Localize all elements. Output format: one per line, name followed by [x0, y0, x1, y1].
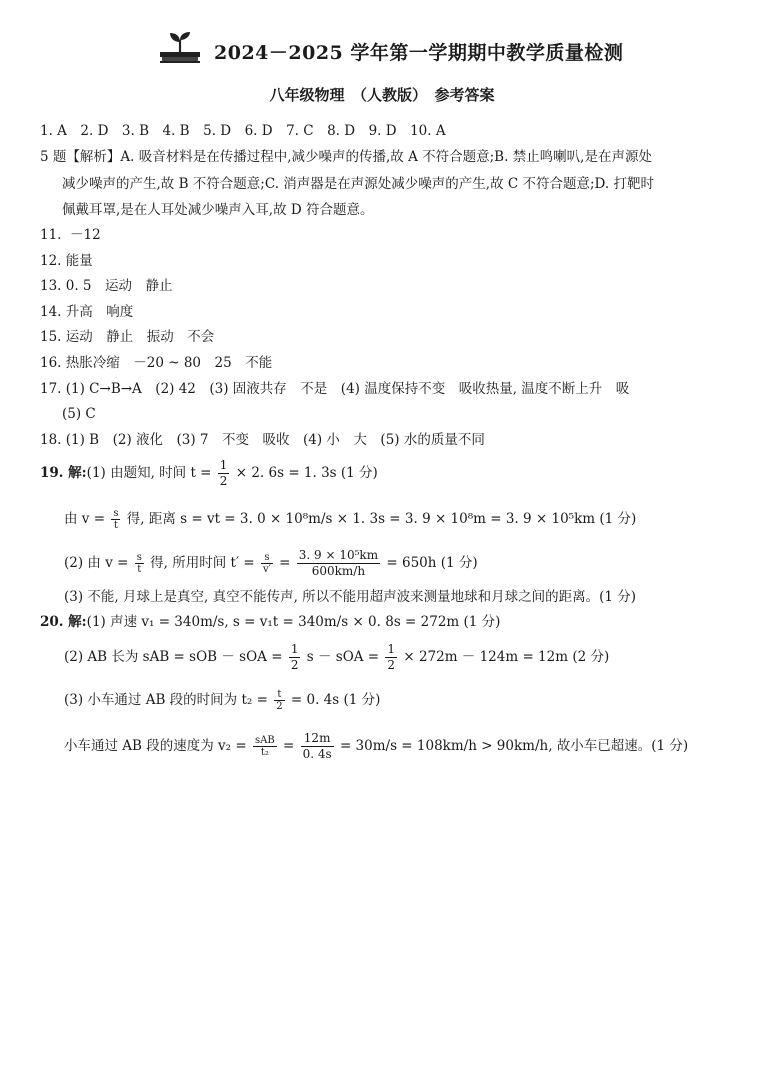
q20-part-1: 20. 解:(1) 声速 v₁ = 340m/s, s = v₁t = 340m/s × 0. 8s = 272m (1 分) [40, 614, 501, 630]
q14-answer: 14. 升高 响度 [40, 304, 134, 320]
q12-answer: 12. 能量 [40, 253, 93, 269]
q19-p1-text: (1) 由题知, 时间 t = [86, 465, 212, 481]
q15-answer: 15. 运动 静止 振动 不会 [40, 329, 215, 345]
q5-explanation-line-3: 佩戴耳罩,是在人耳处减少噪声入耳,故 D 符合题意。 [62, 202, 374, 218]
fraction: $\frac{s}{v'}$ [262, 552, 271, 575]
fraction: $\frac{s}{t}$ [136, 552, 142, 575]
q17-answer-line-1: 17. (1) C→B→A (2) 42 (3) 固液共存 不是 (4) 温度保持不变 吸收热量, 温度不断上升 吸 [40, 381, 630, 397]
document-header [0, 30, 764, 70]
fraction: $\frac{1}{2}$ [290, 642, 299, 672]
fraction: $\frac{t}{2}$ [276, 689, 283, 712]
q16-answer: 16. 热胀冷缩 －20 ~ 80 25 不能 [40, 355, 273, 371]
q20-part-3: (3) 小车通过 AB 段的时间为 t₂ = $\frac{t}{2}$ = 0. 4s (1 分) [64, 689, 381, 712]
document-subtitle: 八年级物理 （人教版） 参考答案 [269, 86, 495, 104]
q19-part-1-distance: 由 v = $\frac{s}{t}$ 得, 距离 s = vt = 3. 0 × 10⁸m/s × 1. 3s = 3. 9 × 10⁸m = 3. 9 × 10⁵km (1 分) [64, 508, 637, 531]
q20-label: 20. 解: [40, 614, 87, 630]
fraction: $\frac{1}{2}$ [387, 642, 396, 672]
q5-explanation-line-1: 5 题【解析】A. 吸音材料是在传播过程中,减少噪声的传播,故 A 不符合题意;B. 禁止鸣喇叭,是在声源处 [40, 149, 652, 165]
q19-part-3: (3) 不能, 月球上是真空, 真空不能传声, 所以不能用超声波来测量地球和月球之间的距离。(1 分) [64, 589, 637, 605]
q20-part-2: (2) AB 长为 sAB = sOB － sOA = $\frac{1}{2}$ s － sOA = $\frac{1}{2}$ × 272m － 124m = 12m (2 分) [64, 642, 610, 672]
fraction: $\frac{\text{3. 9 × 10⁵km}}{600km/h}$ [298, 548, 379, 578]
q19-part-1 [40, 456, 378, 490]
q18-answer: 18. (1) B (2) 液化 (3) 7 不变 吸收 (4) 小 大 (5) 水的质量不同 [40, 432, 485, 448]
q17-answer-line-2: (5) C [62, 406, 96, 422]
q20-part-3-speed: 小车通过 AB 段的速度为 v₂ = $\frac{\text{sAB}}{\text{t₂}}$ = $\frac{12m}{0. 4s}$ = 30m/s = 108km/h > 90km/h, 故小车已超速。(1 分) [64, 731, 689, 761]
book-sprout-icon [158, 30, 202, 64]
fraction: $\frac{s}{t}$ [113, 508, 119, 531]
fraction: $\frac{\text{sAB}}{\text{t₂}}$ [254, 735, 275, 758]
fraction: $\frac{12m}{0. 4s}$ [302, 731, 332, 761]
multiple-choice-answers: 1. A 2. D 3. B 4. B 5. D 6. D 7. C 8. D 9. D 10. A [40, 123, 446, 139]
q19-p1-result: × 2. 6s = 1. 3s (1 分) [235, 465, 378, 481]
q19-label: 19. 解: [40, 465, 87, 481]
q11-answer: 11. －12 [40, 227, 101, 243]
q19-part-2: (2) 由 v = $\frac{s}{t}$ 得, 所用时间 t′ = $\frac{s}{v'}$ = $\frac{\text{3. 9 × 10⁵km}}{600km/h}$ = 650h (1 分) [64, 548, 478, 578]
q13-answer: 13. 0. 5 运动 静止 [40, 278, 173, 294]
fraction: $\frac{1}{2}$ [219, 458, 228, 488]
document-title: 2024－2025 学年第一学期期中教学质量检测 [214, 42, 624, 64]
q5-explanation-line-2: 减少噪声的产生,故 B 不符合题意;C. 消声器是在声源处减少噪声的产生,故 C 不符合题意;D. 打靶时 [62, 176, 654, 192]
